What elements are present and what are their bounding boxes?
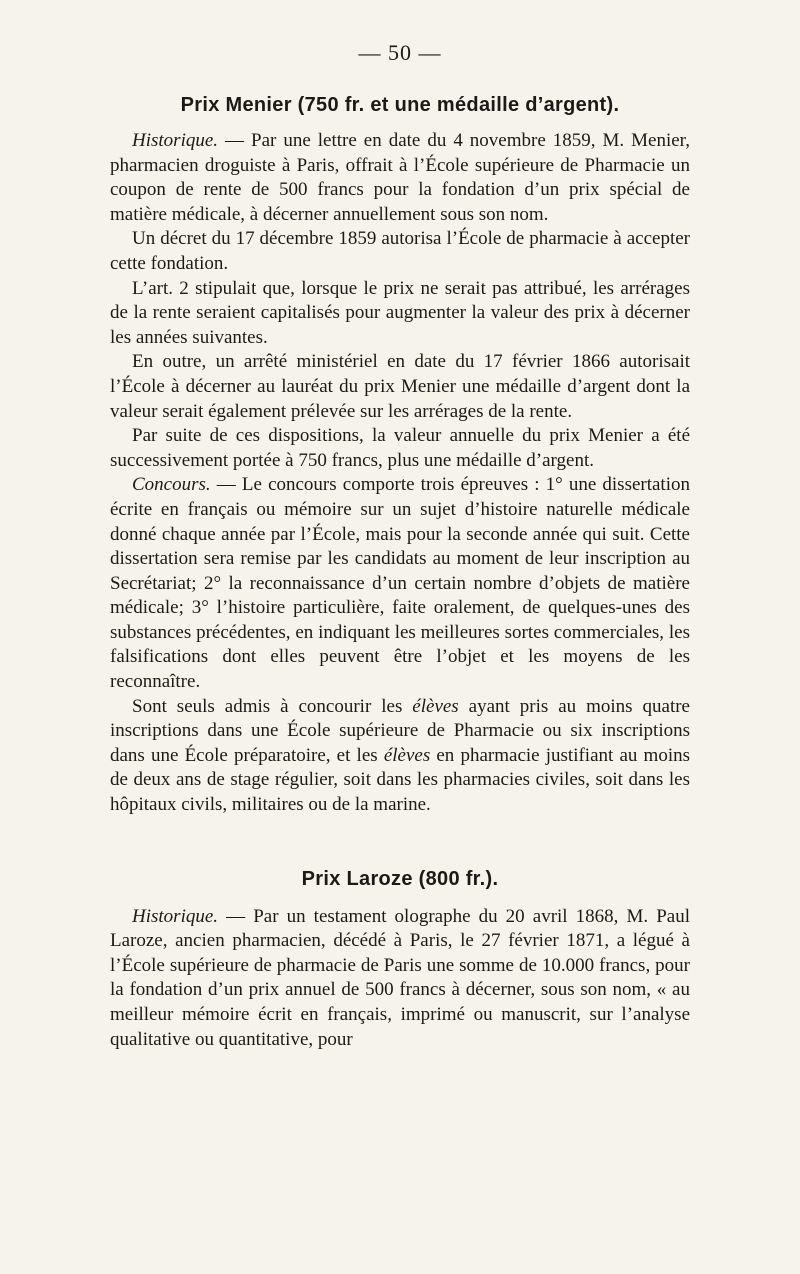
historique-text-laroze: — Par un testament olographe du 20 avril 1868, M. Paul Laroze, ancien pharmacien, décédé à Paris, le 27 février 1871, a légué à l’École supérieure de pharmacie de Paris une somme de 10.000 francs, pour la fondation d’un prix annuel de 500 francs à décerner, sous son nom, « au meilleur mémoire écrit en français, imprimé ou manuscrit, sur l’analyse qualitative ou quantitative, pour bbox=[110, 905, 690, 1050]
concours-text: — Le concours comporte trois épreuves : 1° une dissertation écrite en français ou mémoire sur un sujet d’histoire naturelle médicale donné chaque année par l’École, mais pour la seconde année qui suit. Cette dissertation sera remise par les candidats au moment de leur inscription au Secrétariat; 2° la reconnaissance d’un certain nombre d’objets de matière médicale; 3° l’histoire particulière, faite oralement, de quelques-unes des substances précédentes, en indiquant les meilleures sortes commerciales, les falsifications dont elles peuvent être l’objet et les moyens de les reconnaître. bbox=[110, 474, 690, 693]
eleves-term-2: élèves bbox=[383, 744, 431, 766]
historique-text: — Par une lettre en date du 4 novembre 1859, M. Menier, pharmacien droguiste à Paris, offrait à l’École supérieure de Pharmacie un coupon de rente de 500 francs pour la fondation d’un prix spécial de matière médicale, à décerner annuellement sous son nom. bbox=[110, 130, 690, 225]
paragraph-arrete: En outre, un arrêté ministériel en date du 17 février 1866 autorisait l’École à décerner au lauréat du prix Menier une médaille d’argent dont la valeur serait également prélevée sur les arrérages de la rente. bbox=[110, 351, 690, 422]
admission-text-c: en pharmacie justifiant au moins de deux ans de stage régulier, soit dans les pharmacies civiles, soit dans les hôpitaux civils, militaires ou de la marine. bbox=[110, 744, 690, 816]
paragraph-valeur-annuelle: Par suite de ces dispositions, la valeur annuelle du prix Menier a été successivement portée à 750 francs, plus une médaille d’argent. bbox=[110, 425, 690, 471]
paragraph-decret: Un décret du 17 décembre 1859 autorisa l’École de pharmacie à accepter cette fondation. bbox=[110, 228, 690, 274]
page-number: — 50 — bbox=[358, 40, 442, 65]
historique-label-laroze: Historique. bbox=[132, 905, 219, 927]
eleves-term-1: élèves bbox=[412, 695, 459, 717]
paragraph-admission bbox=[110, 695, 690, 818]
paragraph-concours bbox=[110, 473, 690, 694]
section-heading-prix-menier: Prix Menier (750 fr. et une médaille d’argent). bbox=[180, 94, 620, 116]
admission-text-b: ayant pris au moins quatre inscriptions dans une École supérieure de Pharmacie ou six inscriptions dans une École préparatoire, et les bbox=[110, 695, 690, 766]
historique-label: Historique. bbox=[132, 130, 219, 151]
paragraph-article-2: L’art. 2 stipulait que, lorsque le prix ne serait pas attribué, les arrérages de la rente seraient capitalisés pour augmenter la valeur des prix à décerner les années suivantes. bbox=[110, 277, 690, 348]
paragraph-historique-laroze bbox=[110, 905, 690, 1053]
paragraph-historique-menier bbox=[110, 129, 690, 227]
admission-text-a: Sont seuls admis à concourir les bbox=[132, 695, 413, 717]
concours-label: Concours. bbox=[132, 474, 211, 496]
section-heading-prix-laroze: Prix Laroze (800 fr.). bbox=[301, 867, 499, 890]
